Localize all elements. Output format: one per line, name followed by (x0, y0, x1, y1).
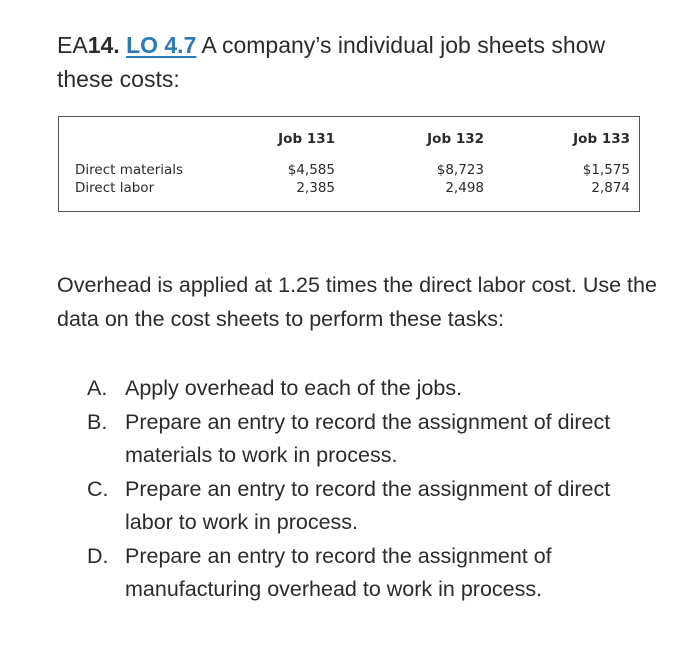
cell-value: $8,723 (436, 162, 484, 178)
list-item (57, 540, 657, 607)
header-cell-empty (59, 117, 219, 161)
header-job-132: Job 132 (427, 131, 484, 147)
row-label-direct-labor: Direct labor (75, 180, 155, 196)
cell-value: $1,575 (582, 162, 630, 178)
task-text: Apply overhead to each of the jobs. (125, 376, 463, 400)
cell-value: 2,385 (296, 180, 335, 196)
list-item (57, 473, 657, 540)
cell-value: $4,585 (287, 162, 335, 178)
header-job-133: Job 133 (573, 131, 630, 147)
learning-objective-link[interactable]: LO 4.7 (126, 32, 197, 58)
cell-value: 2,874 (591, 180, 630, 196)
task-marker: D. (87, 543, 109, 568)
exercise-prompt: A company’s individual job sheets show these costs: (57, 32, 606, 92)
header-job-131: Job 131 (278, 131, 335, 147)
table-row (59, 161, 630, 179)
task-marker: C. (87, 476, 109, 501)
row-label-direct-materials: Direct materials (75, 162, 184, 178)
exercise-heading (57, 28, 657, 96)
job-cost-table (59, 117, 630, 197)
list-item (57, 406, 657, 473)
task-marker: B. (87, 409, 108, 434)
list-item (57, 372, 657, 406)
table-header-row (59, 117, 630, 161)
job-cost-table-box (58, 116, 640, 212)
task-list (57, 372, 657, 607)
task-marker: A. (87, 376, 108, 400)
exercise-label: EA (57, 32, 88, 58)
task-text: Prepare an entry to record the assignment of direct materials to work in process. (125, 409, 611, 467)
instructions-paragraph: Overhead is applied at 1.25 times the direct labor cost. Use the data on the cost sheets to perform these tasks: (57, 273, 657, 331)
cell-value: 2,498 (445, 180, 484, 196)
task-text: Prepare an entry to record the assignment of manufacturing overhead to work in process. (125, 543, 552, 601)
exercise-number: 14. (87, 32, 120, 58)
task-text: Prepare an entry to record the assignment of direct labor to work in process. (125, 476, 611, 534)
table-row (59, 179, 630, 197)
